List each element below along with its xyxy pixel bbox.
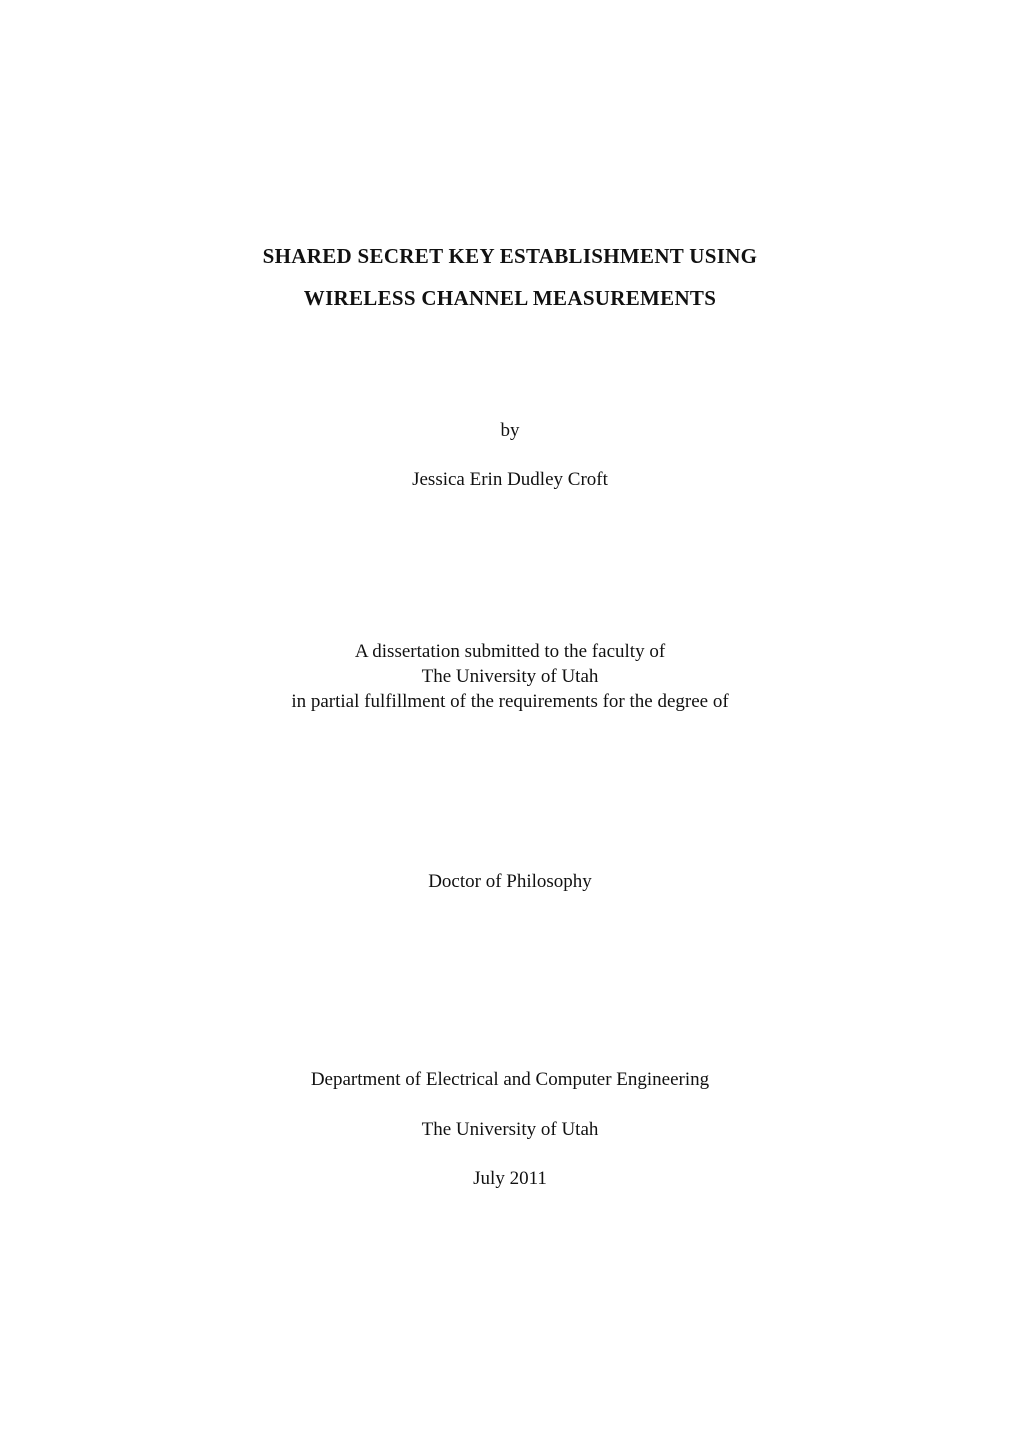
thesis-title-line-1: SHARED SECRET KEY ESTABLISHMENT USING	[262, 244, 758, 268]
department-name: Department of Electrical and Computer Engineering	[310, 1069, 710, 1090]
author-name: Jessica Erin Dudley Croft	[412, 469, 608, 490]
degree-name: Doctor of Philosophy	[428, 871, 592, 892]
submission-statement-line-3: in partial fulfillment of the requirements for the degree of	[291, 691, 729, 712]
submission-date: July 2011	[473, 1168, 547, 1189]
submission-statement-line-2: The University of Utah	[421, 666, 599, 687]
thesis-title-line-2: WIRELESS CHANNEL MEASUREMENTS	[303, 286, 717, 310]
submission-statement-line-1: A dissertation submitted to the faculty of	[354, 641, 666, 662]
by-label: by	[500, 420, 520, 441]
university-name: The University of Utah	[421, 1119, 599, 1140]
